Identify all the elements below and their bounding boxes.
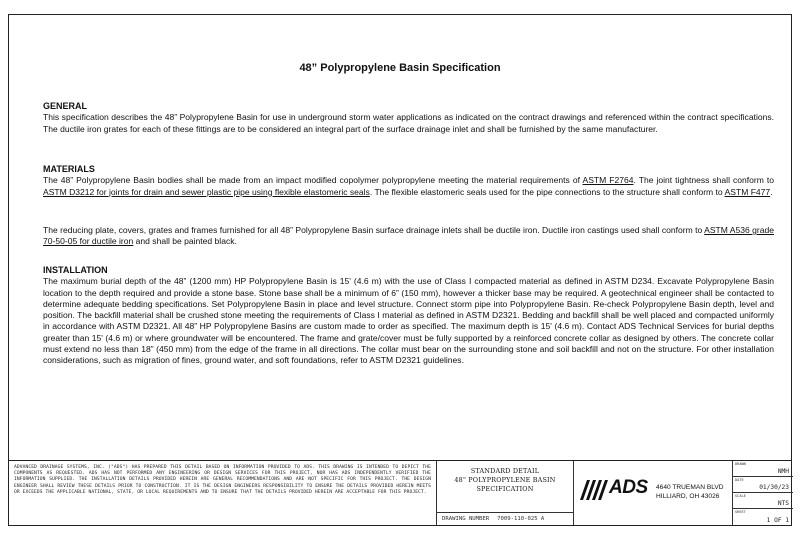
ads-logo: ADS: [609, 477, 648, 498]
text-run: . The flexible elastomeric seals used for the pipe connections to the structure shall conform to: [369, 186, 725, 197]
text-run: . The joint tightness shall conform to: [633, 175, 774, 186]
date-label: DATE: [735, 478, 744, 482]
title-block: [9, 460, 791, 525]
astm-a536-link[interactable]: ASTM A536 grade 70-50-05 for ductile iron: [43, 225, 775, 247]
text-run: .: [770, 186, 773, 197]
section-installation: [43, 265, 774, 367]
section-heading: MATERIALS: [43, 164, 95, 174]
section-heading: INSTALLATION: [43, 265, 108, 275]
astm-f2764-link[interactable]: ASTM F2764: [582, 175, 634, 186]
drawing-number: 7009-110-025 A: [497, 516, 545, 522]
company-box: [574, 461, 732, 525]
sheet-label: SHEET: [735, 510, 746, 514]
section-materials: [43, 164, 774, 198]
address-line: HILLIARD, OH 43026: [656, 493, 720, 500]
drawn-label: DRAWN: [735, 462, 746, 466]
drawn-row: [733, 461, 793, 477]
address-line: 4640 TRUEMAN BLVD: [656, 484, 724, 491]
std-line: 48" POLYPROPYLENE BASIN: [454, 476, 556, 484]
standard-detail-title: [437, 467, 573, 494]
text-run: and shall be painted black.: [133, 236, 237, 247]
drawing-number-row: [437, 512, 573, 525]
scale-label: SCALE: [735, 494, 746, 498]
scale-row: [733, 493, 793, 509]
section-general: [43, 101, 774, 135]
scale-value: NTS: [777, 500, 789, 507]
std-line: STANDARD DETAIL: [470, 467, 540, 475]
text-run: The 48” Polypropylene Basin bodies shall be made from an impact modified copolymer polypropylene meeting the material requirements of: [43, 175, 583, 186]
section-text: The maximum burial depth of the 48” (1200 mm) HP Polypropylene Basin is 15' (4.6 m) with the use of Class I compacted material as defined in ASTM D234. Excavate Polypropylene Basin location to the depth required and provide a stone base. Stone base shall be a minimum of 6” (150 mm), however a thicker base may be required. A geotechnical engineer shall be contacted to determine adequate bedding specifications. Set Polypropylene Basin in place and level structure. Connect storm pipe into Polypropylene Basin. Re-check Polypropylene Basin depth, level and position. The backfill material shall be crushed stone meeting the requirements of Class I material as defined in ASTM D2321. Bedding and backfill shall be well placed and compacted uniformly in accordance with ASTM D2321. All 48” HP Polypropylene Basins are custom made to order as specified. The maximum depth is 15' (4.6 m). Contact ADS Technical Services for burial depths greater than 15' (4.6 m) or where groundwater will be encountered. The frame and grate/cover must be fully supported by a reinforced concrete collar as designed by others. The concrete collar must extend no less than 18” (450 mm) from the edge of the frame in all directions. The collar must bear on the surrounding stone and soil backfill and not on the structure. For other installation considerations, such as migration of fines, ground water, and soft foundations, refer to ASTM D2321 guidelines.: [43, 276, 774, 366]
drawing-number-label: DRAWING NUMBER: [442, 516, 490, 522]
disclaimer-text: ADVANCED DRAINAGE SYSTEMS, INC. ("ADS") HAS PREPARED THIS DETAIL BASED ON INFORMATION PROVIDED TO ADS. THIS DRAWING IS INTENDED TO DEPICT THE COMPONENTS AS REQUESTED. ADS HAS NOT PERFORMED ANY ENGINEERING OR DESIGN SERVICES FOR THIS PROJECT, NOR HAS ADS INDEPENDENTLY VERIFIED THE INFORMATION SUPPLIED. THE INSTALLATION DETAILS PROVIDED HEREIN ARE GENERAL RECOMMENDATIONS AND ARE NOT SPECIFIC FOR THIS PROJECT. THE DESIGN ENGINEER SHALL REVIEW THESE DETAILS PRIOR TO CONSTRUCTION. IT IS THE DESIGN ENGINEERS RESPONSIBILITY TO ENSURE THE DETAILS PROVIDED HEREIN MEETS OR EXCEEDS THE APPLICABLE NATIONAL, STATE, OR LOCAL REQUIREMENTS AND TO ENSURE THAT THE DETAILS PROVIDED HEREIN ARE ACCEPTABLE FOR THIS PROJECT.: [9, 461, 437, 525]
section-heading: GENERAL: [43, 101, 88, 111]
std-line: SPECIFICATION: [476, 485, 534, 493]
sheet-value: 1 OF 1: [766, 517, 789, 524]
text-run: The reducing plate, covers, grates and frames furnished for all 48” Polypropylene Basin surface drainage inlets shall be ductile iron. Ductile iron castings used shall conform to: [43, 225, 705, 235]
page-title: 48” Polypropylene Basin Specification: [299, 62, 501, 74]
date-value: 01/30/23: [759, 484, 789, 491]
section-text: [43, 225, 774, 248]
ads-stripes-icon: [580, 480, 608, 500]
revision-box: [732, 461, 793, 525]
section-text: This specification describes the 48” Polypropylene Basin for use in underground storm water applications as indicated on the contract drawings and referenced within the contract specifications. The ductile iron grates for each of these fittings are to be considered an integral part of the surface drainage inlet and shall be furnished by the same manufacturer.: [43, 112, 774, 134]
drawn-value: NMH: [777, 468, 789, 475]
company-address: [656, 483, 724, 501]
section-text: [43, 175, 774, 198]
standard-detail-box: [437, 461, 574, 525]
astm-f477-link[interactable]: ASTM F477: [724, 186, 771, 197]
date-row: [733, 477, 793, 493]
drawing-sheet: [8, 14, 792, 526]
section-materials-2: [43, 225, 774, 248]
astm-d3212-link[interactable]: ASTM D3212 for joints for drain and sewer plastic pipe using flexible elastomeric seals: [43, 186, 370, 197]
sheet-row: [733, 509, 793, 525]
